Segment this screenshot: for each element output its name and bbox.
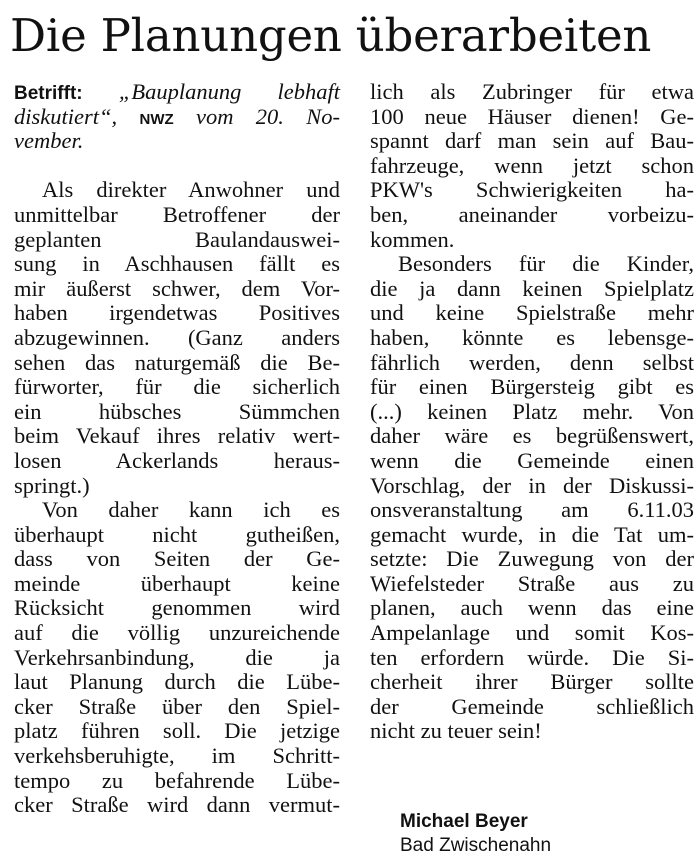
text-line: ein hübsches Sümmchen — [14, 398, 340, 424]
text-line: fürworter, für die sicherlich — [14, 374, 340, 400]
text-line: cker Straße über den Spiel- — [14, 693, 340, 719]
reference-line-1 — [14, 80, 340, 105]
author-name: Michael Beyer — [400, 811, 528, 832]
text-line: Vorschlag, der in der Diskussi- — [370, 472, 694, 498]
column-left — [14, 80, 340, 818]
text-line: onsveranstaltung am 6.11.03 — [370, 497, 694, 523]
text-line: losen Ackerlands heraus- — [14, 447, 340, 473]
text-line: 100 neue Häuser dienen! Ge- — [370, 103, 694, 129]
text-line: platz führen soll. Die jetzige — [14, 718, 340, 744]
text-line: für einen Bürgersteig gibt es — [370, 374, 694, 400]
text-line: Wiefelsteder Straße aus zu — [370, 570, 694, 596]
text-line: der Gemeinde schließlich — [370, 693, 694, 719]
text-line: haben irgendetwas Positives — [14, 300, 340, 326]
text-line: ten erfordern würde. Die Si- — [370, 644, 694, 670]
text-line: abzugewinnen. (Ganz anders — [14, 324, 340, 350]
headline: Die Planungen überarbeiten — [10, 9, 652, 62]
text-line: und keine Spielstraße mehr — [370, 300, 694, 326]
text-line: Als direkter Anwohner und — [42, 177, 340, 203]
reference-source: NWZ — [139, 110, 174, 128]
signature — [400, 810, 551, 858]
text-line: dass von Seiten der Ge- — [14, 546, 340, 572]
text-line: Verkehrsanbindung, die ja — [14, 644, 340, 670]
text-line: sehen das naturgemäß die Be- — [14, 349, 340, 375]
reference-line-2 — [14, 105, 340, 130]
reference-date-2: vember. — [14, 128, 84, 154]
text-line: tempo zu befahrende Lübe- — [14, 767, 340, 793]
reference-label: Betrifft: — [14, 83, 83, 104]
text-line: auf die völlig unzureichende — [14, 620, 340, 646]
text-line: haben, könnte es lebensge- — [370, 324, 694, 350]
text-line: unmittelbar Betroffener der — [14, 201, 340, 227]
text-line: laut Planung durch die Lübe- — [14, 669, 340, 695]
text-line: mir äußerst schwer, dem Vor- — [14, 275, 340, 301]
text-line: nicht zu teuer sein! — [370, 718, 542, 744]
text-line: beim Vekauf ihres relativ wert- — [14, 423, 340, 449]
text-line: daher wäre es begrüßenswert, — [370, 423, 694, 449]
text-line: Besonders für die Kinder, — [398, 251, 694, 277]
reference-date-1: vom 20. No- — [195, 103, 341, 129]
text-line: lich als Zubringer für etwa — [370, 79, 694, 104]
text-line: verkehsberuhigte, im Schritt- — [14, 743, 340, 769]
text-line: setzte: Die Zuwegung von der — [370, 546, 694, 572]
reference-title-2: diskutiert“, — [14, 103, 118, 129]
text-line: planen, auch wenn das eine — [370, 595, 694, 621]
text-line: kommen. — [370, 226, 455, 252]
text-line: die ja dann keinen Spielplatz — [370, 275, 694, 301]
text-line: sung in Aschhausen fällt es — [14, 251, 340, 277]
text-line: cherheit ihrer Bürger sollte — [370, 669, 694, 695]
text-line: ben, aneinander vorbeizu- — [370, 201, 694, 227]
text-line: gemacht wurde, in die Tat um- — [370, 521, 694, 547]
text-line: springt.) — [14, 472, 90, 498]
text-line: überhaupt nicht gutheißen, — [14, 521, 340, 547]
text-line: Rücksicht genommen wird — [14, 595, 340, 621]
text-line: wenn die Gemeinde einen — [370, 447, 694, 473]
text-line: Von daher kann ich es — [42, 497, 340, 523]
text-line: fährlich werden, denn selbst — [370, 349, 694, 375]
author-place: Bad Zwischenahn — [400, 835, 552, 856]
text-line: Ampelanlage und somit Kos- — [370, 620, 694, 646]
column-right — [370, 80, 694, 744]
text-line: cker Straße wird dann vermut- — [14, 792, 340, 818]
text-line: fahrzeuge, wenn jetzt schon — [370, 152, 694, 178]
text-line: PKW's Schwierigkeiten ha- — [370, 177, 694, 203]
text-line: meinde überhaupt keine — [14, 570, 340, 596]
text-line: geplanten Baulandauswei- — [14, 226, 340, 252]
paragraph-gap — [14, 154, 340, 179]
text-line: (...) keinen Platz mehr. Von — [370, 398, 694, 424]
reference-title-1: „Bauplanung lebhaft — [118, 79, 341, 104]
text-line: spannt darf man sein auf Bau- — [370, 128, 694, 154]
